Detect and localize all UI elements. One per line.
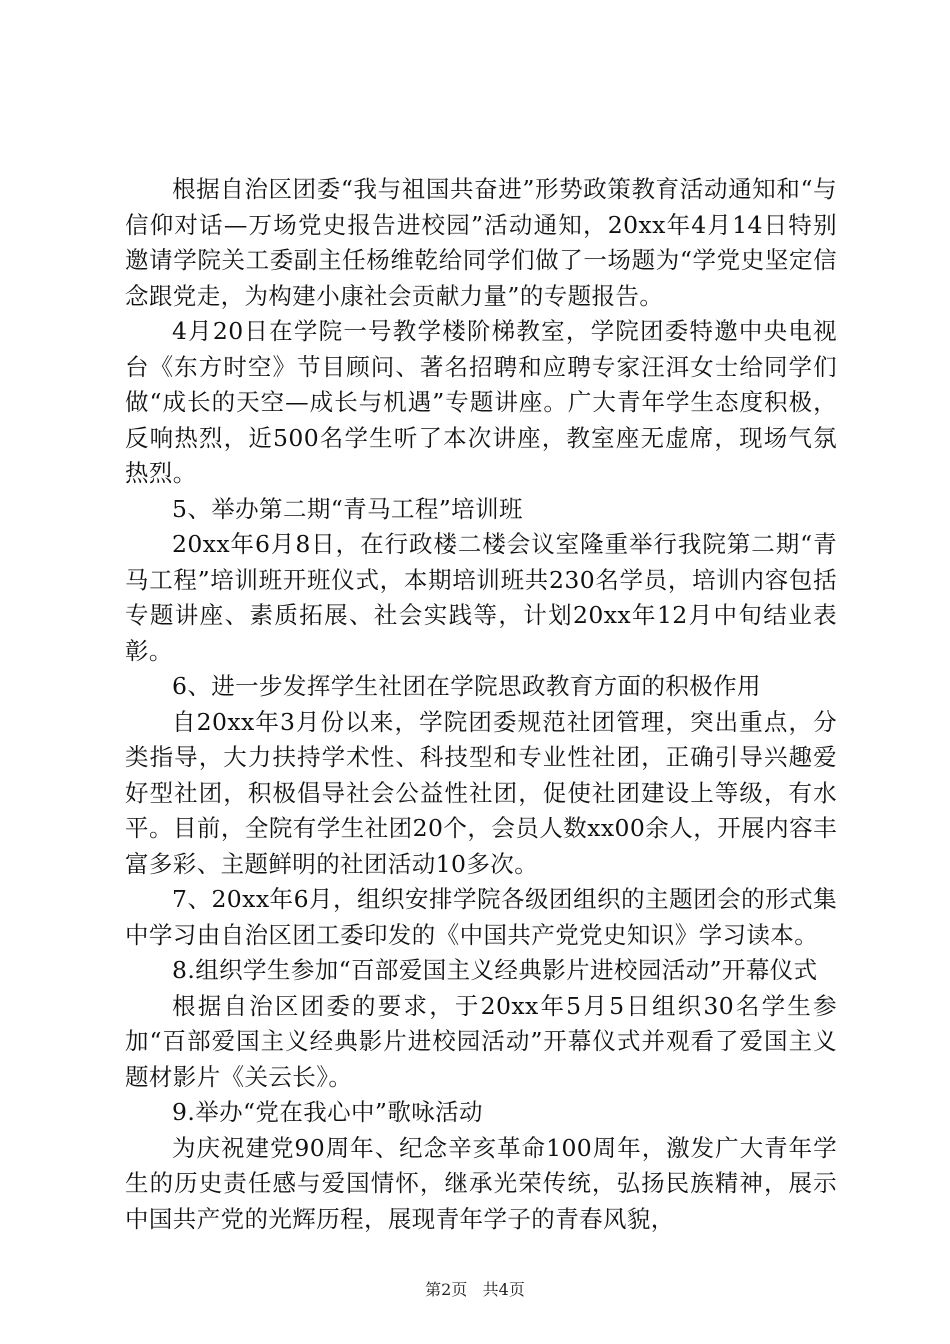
paragraph-singing-event: 为庆祝建党90周年、纪念辛亥革命100周年，激发广大青年学生的历史责任感与爱国情怀，继承光荣传统，弘扬民族精神，展示中国共产党的光辉历程，展现青年学子的青春风貌， bbox=[125, 1133, 837, 1233]
paragraph-film-ceremony: 根据自治区团委的要求，于20xx年5月5日组织30名学生参加“百部爱国主义经典影片进校园活动”开幕仪式并观看了爱国主义题材影片《关云长》。 bbox=[125, 991, 837, 1091]
heading-item-9: 9.举办“党在我心中”歌咏活动 bbox=[172, 1098, 483, 1126]
paragraph-student-clubs: 自20xx年3月份以来，学院团委规范社团管理，突出重点，分类指导，大力扶持学术性、科技型和专业性社团，正确引导兴趣爱好型社团，积极倡导社会公益性社团，促使社团建设上等级，有水平。目前，全院有学生社团20个，会员人数xx00余人，开展内容丰富多彩、主题鲜明的社团活动10多次。 bbox=[125, 707, 837, 878]
heading-item-5: 5、举办第二期“青马工程”培训班 bbox=[172, 494, 523, 523]
paragraph-item-7: 7、20xx年6月，组织安排学院各级团组织的主题团会的形式集中学习由自治区团工委印发的《中国共产党党史知识》学习读本。 bbox=[125, 885, 837, 949]
document-body bbox=[125, 172, 837, 1237]
heading-item-8: 8.组织学生参加“百部爱国主义经典影片进校园活动”开幕仪式 bbox=[172, 956, 818, 984]
paragraph-training-class: 20xx年6月8日，在行政楼二楼会议室隆重举行我院第二期“青马工程”培训班开班仪式，本期培训班共230名学员，培训内容包括专题讲座、素质拓展、社会实践等，计划20xx年12月中旬结业表彰。 bbox=[125, 530, 837, 665]
footer-spacer bbox=[472, 1280, 477, 1299]
page-number: 第2页 bbox=[425, 1280, 468, 1299]
paragraph-report-intro: 根据自治区团委“我与祖国共奋进”形势政策教育活动通知和“与信仰对话—万场党史报告进校园”活动通知，20xx年4月14日特别邀请学院关工委副主任杨维乾给同学们做了一场题为“学党史坚定信念跟党走，为构建小康社会贡献力量”的专题报告。 bbox=[125, 175, 837, 310]
heading-item-6: 6、进一步发挥学生社团在学院思政教育方面的积极作用 bbox=[172, 672, 761, 700]
page-total: 共4页 bbox=[482, 1280, 525, 1299]
paragraph-lecture: 4月20日在学院一号教学楼阶梯教室，学院团委特邀中央电视台《东方时空》节目顾问、著名招聘和应聘专家汪洱女士给同学们做“成长的天空—成长与机遇”专题讲座。广大青年学生态度积极，反响热烈，近500名学生听了本次讲座，教室座无虚席，现场气氛热烈。 bbox=[125, 317, 837, 487]
page-footer bbox=[0, 1280, 950, 1300]
